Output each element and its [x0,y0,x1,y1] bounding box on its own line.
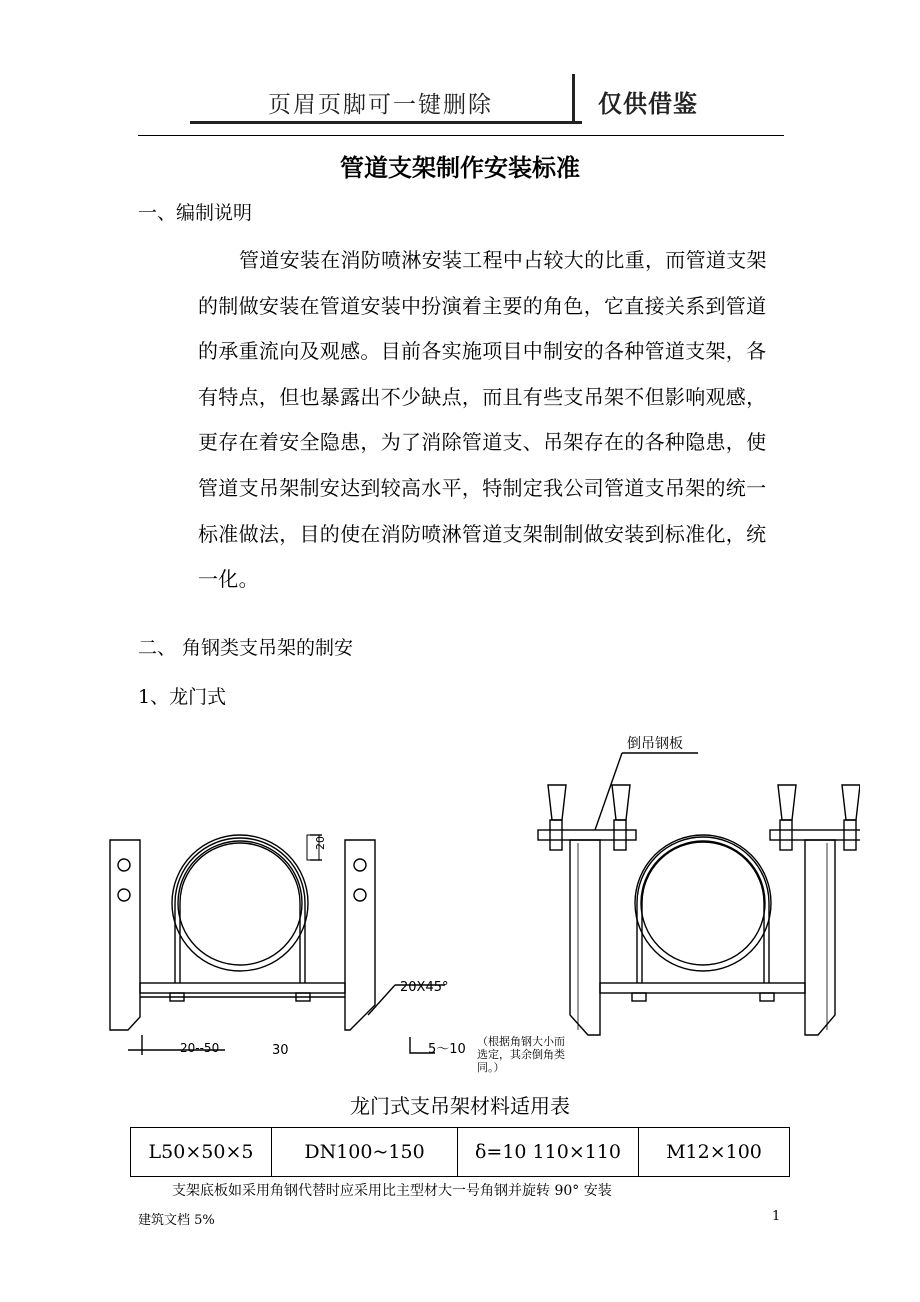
table-cell-angle: L50×50×5 [131,1128,272,1177]
right-support-drawing [538,753,860,1035]
header-rule [138,135,784,136]
install-note: 支架底板如采用角钢代替时应采用比主型材大一号角钢并旋转 90° 安装 [172,1183,612,1199]
table-cell-bolt: M12×100 [639,1128,790,1177]
table-cell-plate: δ=10 110×110 [458,1128,639,1177]
page-number: 1 [772,1209,781,1224]
header-right-text: 仅供借鉴 [598,90,698,118]
subsection1-heading: 1、龙门式 [138,686,227,708]
dim-20-label: 20 [314,836,327,850]
dim-chamfer-label: 20X45° [400,980,449,995]
material-table [130,1127,790,1177]
drawing-note-line3: 同。） [477,1061,505,1074]
header-underline [190,121,582,124]
left-support-drawing [110,835,445,1055]
plate-label: 倒吊钢板 [627,736,683,752]
document-title: 管道支架制作安装标准 [340,153,580,182]
dim-30-label: 30 [272,1043,289,1058]
section2-heading: 二、 角钢类支吊架的制安 [138,637,354,659]
table-cell-dn: DN100~150 [272,1128,458,1177]
dim-range-label: 20--50 [180,1041,220,1055]
table-caption: 龙门式支吊架材料适用表 [350,1094,570,1118]
drawing-note-line2: 选定，其余倒角类 [477,1048,565,1061]
header-left-text: 页眉页脚可一键删除 [268,92,493,118]
drawing-note-line1: （根据角钢大小而 [477,1035,565,1048]
header-divider [572,74,575,122]
section1-body: 管道安装在消防喷淋安装工程中占较大的比重，而管道支架的制做安装在管道安装中扮演着主要的角色，它直接关系到管道的承重流向及观感。目前各实施项目中制安的各种管道支架，各有特点，但也暴露出不少缺点，而且有些支吊架不但影响观感，更存在着安全隐患，为了消除管道支、吊架存在的各种隐患，使管道支吊架制安达到较高水平，特制定我公司管道支吊架的统一标准做法，目的使在消防喷淋管道支架制制做安装到标准化，统一化。 [198,248,767,592]
support-drawing [100,725,860,1085]
header-banner [190,72,786,126]
table-row [131,1128,790,1177]
section1-heading: 一、编制说明 [138,202,253,224]
footer-left: 建筑文档 5% [138,1213,215,1228]
dim-5-10-label: 5～10 [428,1042,466,1057]
